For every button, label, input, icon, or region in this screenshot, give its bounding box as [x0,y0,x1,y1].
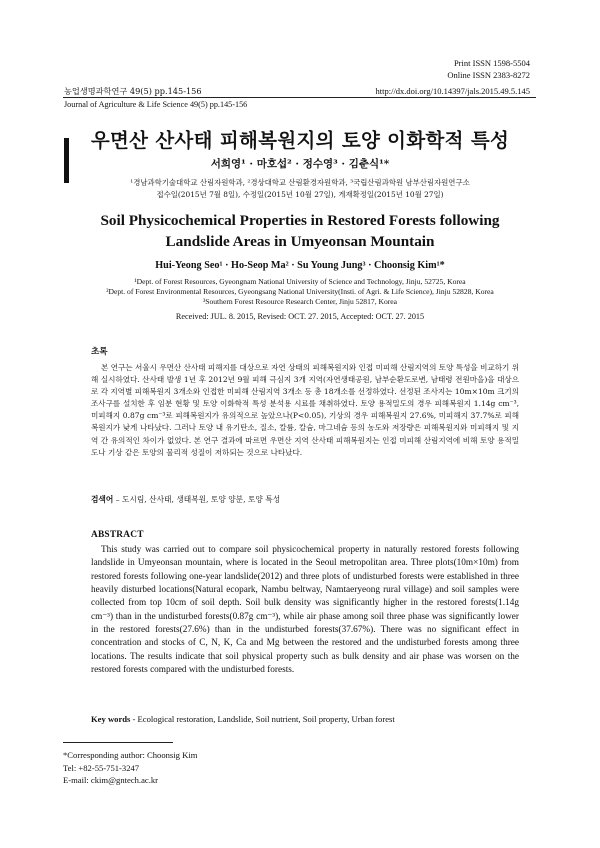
affiliations-en [63,277,537,308]
abstract-en-body: This study was carried out to compare soil physicochemical property in naturally restored forests following landslide in Umyeonsan mountain, where is located in the Seoul metropolitan area. Three plots(10m×10m) from restored forests following one-year landslide(2012) and three plots of undisturbed forests were established in three heavily disturbed locations(Natural ecopark, Nambu beltway, Namtaeryeong rural village) and soil samples were collected from top 10cm of soil depth. Soil bulk density was significantly higher in the restored forests(1.14g cm⁻³) than in the undisturbed forests(0.87g cm⁻³), while air phase among soil three phase was significantly lower in the restored forests(27.6%) than in the undisturbed forests(37.67%). There was no significant effect in concentration and stocks of C, N, K, Ca and Mg between the restored and the undisturbed forests among three locations. The results indicate that soil physical property such as bulk density and air phase was worsen on the restored forests compared with the undisturbed forests. [91,545,519,676]
affiliation-en-line: ³Southern Forest Resource Research Center, Jinju 52817, Korea [202,297,398,307]
corresponding-author: *Corresponding author: Choonsig Kim [63,750,198,760]
keywords-en-label: Key words [91,714,131,724]
keywords-kr [91,494,521,505]
footnote [63,749,197,787]
affiliation-kr-line: ¹경남과학기술대학교 산림자원학과, ²경상대학교 산림환경자원학과, ³국립산림과학원 남부산림자원연구소 [130,178,470,187]
abstract-en-heading: ABSTRACT [91,530,144,540]
journal-citation-kr: 농업생명과학연구 49(5) pp.145-156 [64,86,202,96]
doi-link[interactable]: http://dx.doi.org/10.14397/jals.2015.49.5.145 [375,86,530,96]
paper-title-en [63,210,537,252]
abstract-kr-body: 본 연구는 서울시 우면산 산사태 피해지를 대상으로 자연 상태의 피해복원지와 인접 미피해 산림지역의 토양 특성을 비교하기 위해 실시하였다. 산사태 발생 1년 후 2012년 9월 피해 극심지 3개 지역(자연생태공원, 남부순환도로변, 남태령 전원마을)을 대상으로 각 지역별 피해복원지 3개소와 인접한 미피해 산림지역 3개소 등 총 18개소를 선정하였다. 선정된 조사지는 10m×10m 크기의 조사구를 설치한 후 임분 현황 및 토양 이화학적 특성 분석용 시료를 채취하였다. 토양 용적밀도의 경우 피해복원지 1.14g cm⁻³, 미피해지 0.87g cm⁻³로 피해복원지가 유의적으로 높았으나(P<0.05), 기상의 경우 피해복원지 27.6%, 미피해지 37.7%로 피해복원지가 낮게 나타났다. 그러나 토양 내 유기탄소, 질소, 칼륨, 칼슘, 마그네슘 등의 농도와 저장량은 피해복원지와 미피해지 및 지역 간 유의적인 차이가 없었다. 본 연구 결과에 따르면 우면산 지역 산사태 피해복원지는 인접 미피해 산림지역에 비해 토양 용적밀도나 기상 같은 토양의 물리적 성질이 저하되는 것으로 나타났다. [91,363,519,457]
keywords-kr-list: – 도시림, 산사태, 생태복원, 토양 양분, 토양 특성 [113,495,281,504]
paper-title-kr: 우면산 산사태 피해복원지의 토양 이화학적 특성 [90,129,510,152]
online-issn: Online ISSN 2383-8272 [447,70,530,80]
header-divider [63,97,536,98]
telephone: Tel: +82-55-751-3247 [63,762,140,773]
affiliation-en-line: ¹Dept. of Forest Resources, Gyeongnam National University of Science and Technology, Jinju, 52725, Korea [134,277,466,286]
print-issn: Print ISSN 1598-5504 [453,58,530,68]
keywords-kr-label: 검색어 [91,495,114,504]
dates-kr-line: 접수일(2015년 7월 8일), 수정일(2015년 10월 27일), 게재확정일(2015년 10월 27일) [156,190,444,199]
received-dates: Received: JUL. 8. 2015, Revised: OCT. 27. 2015, Accepted: OCT. 27. 2015 [175,312,425,321]
affiliation-en-line: ²Dept. of Forest Environmental Resources, Gyeongsang National University(Insti. of Agri. & Life Science), Jinju 52828, Korea [106,287,494,297]
keywords-en [91,714,521,724]
abstract-kr-heading: 초록 [91,347,108,357]
authors-kr: 서희영¹ · 마호섭² · 정수영³ · 김춘식¹* [210,158,390,170]
journal-citation-en: Journal of Agriculture & Life Science 49(5) pp.145-156 [64,100,248,109]
email: E-mail: ckim@gntech.ac.kr [63,775,159,785]
authors-en: Hui-Yeong Seo¹ · Ho-Seop Ma² · Su Young Jung³ · Choonsig Kim¹* [155,260,445,271]
keywords-en-list: - Ecological restoration, Landslide, Soil nutrient, Soil property, Urban forest [130,714,395,724]
title-en-line: Soil Physicochemical Properties in Restored Forests following [100,212,500,229]
affiliations-kr [63,177,537,201]
title-en-line: Landslide Areas in Umyeonsan Mountain [165,233,435,250]
footnote-divider [63,742,173,743]
